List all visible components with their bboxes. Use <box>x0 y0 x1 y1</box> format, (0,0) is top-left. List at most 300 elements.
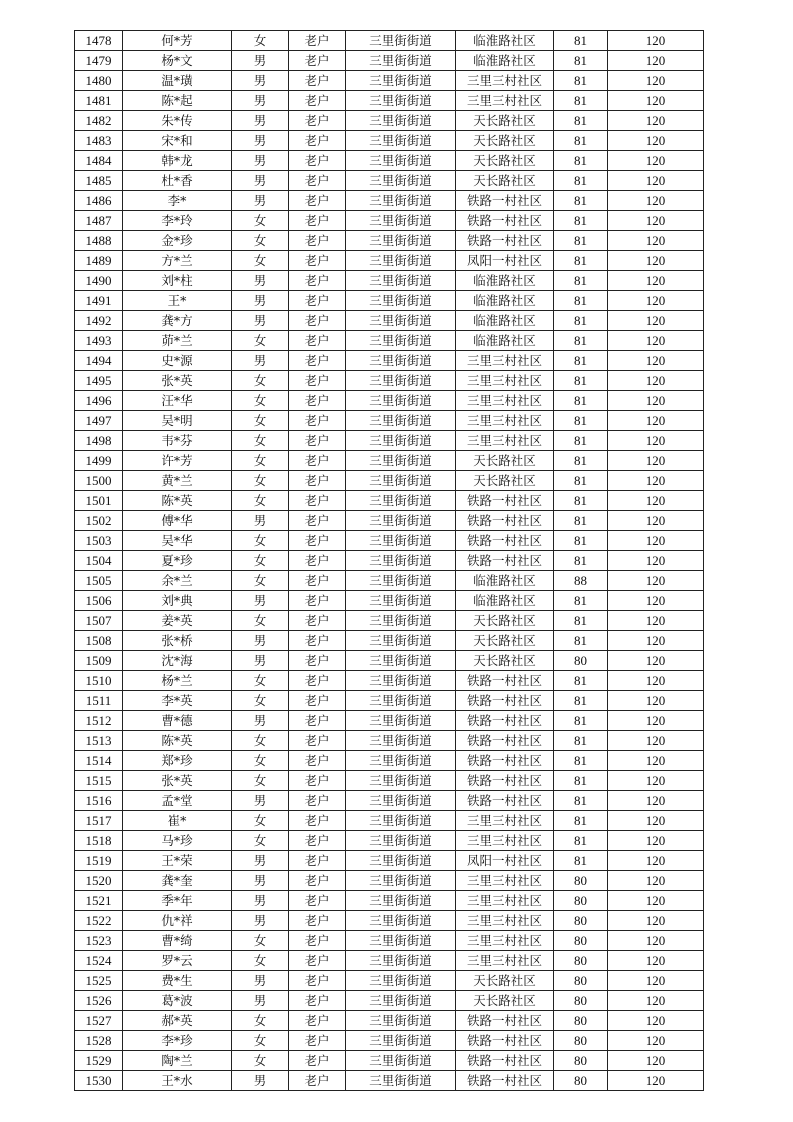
cell-community: 临淮路社区 <box>456 31 554 51</box>
cell-name: 刘*柱 <box>123 271 232 291</box>
cell-household-type: 老户 <box>289 471 346 491</box>
cell-gender: 女 <box>232 331 289 351</box>
cell-name: 崔* <box>123 811 232 831</box>
cell-amount: 120 <box>608 91 704 111</box>
cell-serial-number: 1480 <box>75 71 123 91</box>
cell-household-type: 老户 <box>289 731 346 751</box>
cell-amount: 120 <box>608 651 704 671</box>
cell-street: 三里街街道 <box>346 31 456 51</box>
table-row <box>75 331 704 351</box>
cell-serial-number: 1504 <box>75 551 123 571</box>
cell-gender: 女 <box>232 831 289 851</box>
cell-amount: 120 <box>608 111 704 131</box>
cell-serial-number: 1526 <box>75 991 123 1011</box>
cell-household-type: 老户 <box>289 311 346 331</box>
cell-age: 81 <box>554 791 608 811</box>
cell-household-type: 老户 <box>289 191 346 211</box>
cell-age: 81 <box>554 491 608 511</box>
table-row <box>75 951 704 971</box>
cell-household-type: 老户 <box>289 771 346 791</box>
cell-serial-number: 1482 <box>75 111 123 131</box>
cell-gender: 女 <box>232 1011 289 1031</box>
cell-street: 三里街街道 <box>346 911 456 931</box>
cell-community: 铁路一村社区 <box>456 671 554 691</box>
cell-street: 三里街街道 <box>346 511 456 531</box>
cell-street: 三里街街道 <box>346 311 456 331</box>
cell-street: 三里街街道 <box>346 351 456 371</box>
table-row <box>75 91 704 111</box>
cell-street: 三里街街道 <box>346 571 456 591</box>
cell-community: 天长路社区 <box>456 611 554 631</box>
cell-serial-number: 1498 <box>75 431 123 451</box>
cell-amount: 120 <box>608 171 704 191</box>
cell-gender: 男 <box>232 791 289 811</box>
table-row <box>75 671 704 691</box>
table-row <box>75 891 704 911</box>
cell-serial-number: 1500 <box>75 471 123 491</box>
cell-amount: 120 <box>608 131 704 151</box>
cell-street: 三里街街道 <box>346 971 456 991</box>
cell-serial-number: 1479 <box>75 51 123 71</box>
table-row <box>75 171 704 191</box>
cell-community: 铁路一村社区 <box>456 771 554 791</box>
cell-amount: 120 <box>608 951 704 971</box>
table-row <box>75 591 704 611</box>
cell-age: 81 <box>554 331 608 351</box>
cell-name: 杨*兰 <box>123 671 232 691</box>
cell-gender: 男 <box>232 291 289 311</box>
cell-name: 刘*典 <box>123 591 232 611</box>
cell-name: 傅*华 <box>123 511 232 531</box>
cell-street: 三里街街道 <box>346 771 456 791</box>
cell-name: 吴*华 <box>123 531 232 551</box>
cell-gender: 男 <box>232 151 289 171</box>
cell-amount: 120 <box>608 791 704 811</box>
cell-gender: 男 <box>232 591 289 611</box>
cell-name: 王*荣 <box>123 851 232 871</box>
cell-community: 三里三村社区 <box>456 351 554 371</box>
cell-gender: 男 <box>232 111 289 131</box>
cell-name: 朱*传 <box>123 111 232 131</box>
cell-amount: 120 <box>608 971 704 991</box>
cell-name: 李*玲 <box>123 211 232 231</box>
cell-household-type: 老户 <box>289 71 346 91</box>
cell-name: 郑*珍 <box>123 751 232 771</box>
cell-gender: 男 <box>232 991 289 1011</box>
cell-household-type: 老户 <box>289 711 346 731</box>
cell-household-type: 老户 <box>289 271 346 291</box>
cell-household-type: 老户 <box>289 551 346 571</box>
cell-gender: 女 <box>232 571 289 591</box>
cell-serial-number: 1529 <box>75 1051 123 1071</box>
table-row <box>75 611 704 631</box>
cell-age: 81 <box>554 211 608 231</box>
cell-age: 81 <box>554 591 608 611</box>
cell-amount: 120 <box>608 591 704 611</box>
cell-street: 三里街街道 <box>346 151 456 171</box>
table-row <box>75 971 704 991</box>
cell-street: 三里街街道 <box>346 631 456 651</box>
cell-serial-number: 1497 <box>75 411 123 431</box>
cell-serial-number: 1488 <box>75 231 123 251</box>
cell-age: 80 <box>554 931 608 951</box>
cell-name: 沈*海 <box>123 651 232 671</box>
cell-street: 三里街街道 <box>346 291 456 311</box>
cell-community: 铁路一村社区 <box>456 191 554 211</box>
cell-household-type: 老户 <box>289 931 346 951</box>
cell-amount: 120 <box>608 911 704 931</box>
cell-gender: 男 <box>232 911 289 931</box>
cell-age: 81 <box>554 371 608 391</box>
table-row <box>75 531 704 551</box>
cell-serial-number: 1507 <box>75 611 123 631</box>
cell-gender: 男 <box>232 711 289 731</box>
cell-street: 三里街街道 <box>346 751 456 771</box>
table-row <box>75 371 704 391</box>
cell-name: 龚*方 <box>123 311 232 331</box>
cell-household-type: 老户 <box>289 131 346 151</box>
cell-street: 三里街街道 <box>346 491 456 511</box>
cell-household-type: 老户 <box>289 251 346 271</box>
table-row <box>75 771 704 791</box>
cell-amount: 120 <box>608 771 704 791</box>
cell-amount: 120 <box>608 211 704 231</box>
cell-amount: 120 <box>608 371 704 391</box>
table-row <box>75 1051 704 1071</box>
cell-name: 茆*兰 <box>123 331 232 351</box>
cell-name: 龚*奎 <box>123 871 232 891</box>
cell-household-type: 老户 <box>289 851 346 871</box>
cell-name: 罗*云 <box>123 951 232 971</box>
cell-street: 三里街街道 <box>346 371 456 391</box>
cell-street: 三里街街道 <box>346 51 456 71</box>
cell-street: 三里街街道 <box>346 331 456 351</box>
table-row <box>75 871 704 891</box>
cell-name: 陶*兰 <box>123 1051 232 1071</box>
cell-amount: 120 <box>608 1031 704 1051</box>
table-row <box>75 931 704 951</box>
cell-household-type: 老户 <box>289 831 346 851</box>
cell-serial-number: 1490 <box>75 271 123 291</box>
cell-street: 三里街街道 <box>346 731 456 751</box>
cell-street: 三里街街道 <box>346 931 456 951</box>
cell-community: 凤阳一村社区 <box>456 851 554 871</box>
cell-age: 80 <box>554 651 608 671</box>
cell-name: 汪*华 <box>123 391 232 411</box>
cell-age: 81 <box>554 551 608 571</box>
cell-amount: 120 <box>608 991 704 1011</box>
cell-age: 81 <box>554 31 608 51</box>
cell-name: 姜*英 <box>123 611 232 631</box>
cell-gender: 女 <box>232 811 289 831</box>
cell-age: 81 <box>554 811 608 831</box>
table-row <box>75 311 704 331</box>
cell-name: 温*璜 <box>123 71 232 91</box>
cell-age: 81 <box>554 171 608 191</box>
cell-amount: 120 <box>608 511 704 531</box>
cell-age: 81 <box>554 311 608 331</box>
cell-household-type: 老户 <box>289 791 346 811</box>
cell-gender: 女 <box>232 211 289 231</box>
cell-street: 三里街街道 <box>346 871 456 891</box>
table-row <box>75 31 704 51</box>
cell-gender: 女 <box>232 551 289 571</box>
cell-street: 三里街街道 <box>346 391 456 411</box>
cell-community: 三里三村社区 <box>456 951 554 971</box>
table-row <box>75 571 704 591</box>
cell-household-type: 老户 <box>289 31 346 51</box>
cell-amount: 120 <box>608 291 704 311</box>
cell-gender: 女 <box>232 451 289 471</box>
cell-name: 史*源 <box>123 351 232 371</box>
cell-community: 铁路一村社区 <box>456 711 554 731</box>
cell-community: 临淮路社区 <box>456 291 554 311</box>
cell-street: 三里街街道 <box>346 131 456 151</box>
cell-amount: 120 <box>608 1071 704 1091</box>
cell-community: 三里三村社区 <box>456 811 554 831</box>
table-row <box>75 1071 704 1091</box>
cell-community: 铁路一村社区 <box>456 1051 554 1071</box>
cell-age: 80 <box>554 1051 608 1071</box>
cell-street: 三里街街道 <box>346 1071 456 1091</box>
cell-age: 80 <box>554 871 608 891</box>
cell-household-type: 老户 <box>289 671 346 691</box>
cell-age: 81 <box>554 71 608 91</box>
cell-community: 天长路社区 <box>456 111 554 131</box>
cell-street: 三里街街道 <box>346 651 456 671</box>
cell-amount: 120 <box>608 691 704 711</box>
cell-name: 陈*起 <box>123 91 232 111</box>
cell-gender: 女 <box>232 251 289 271</box>
cell-serial-number: 1502 <box>75 511 123 531</box>
cell-community: 铁路一村社区 <box>456 551 554 571</box>
cell-amount: 120 <box>608 611 704 631</box>
table-row <box>75 231 704 251</box>
cell-amount: 120 <box>608 631 704 651</box>
cell-serial-number: 1516 <box>75 791 123 811</box>
cell-serial-number: 1511 <box>75 691 123 711</box>
table-row <box>75 631 704 651</box>
cell-household-type: 老户 <box>289 1051 346 1071</box>
cell-community: 天长路社区 <box>456 451 554 471</box>
cell-household-type: 老户 <box>289 911 346 931</box>
cell-street: 三里街街道 <box>346 111 456 131</box>
cell-serial-number: 1483 <box>75 131 123 151</box>
cell-household-type: 老户 <box>289 411 346 431</box>
cell-amount: 120 <box>608 711 704 731</box>
cell-serial-number: 1512 <box>75 711 123 731</box>
cell-household-type: 老户 <box>289 871 346 891</box>
cell-name: 李*珍 <box>123 1031 232 1051</box>
cell-household-type: 老户 <box>289 351 346 371</box>
cell-age: 81 <box>554 431 608 451</box>
cell-age: 81 <box>554 771 608 791</box>
cell-community: 三里三村社区 <box>456 911 554 931</box>
cell-amount: 120 <box>608 411 704 431</box>
cell-household-type: 老户 <box>289 451 346 471</box>
cell-street: 三里街街道 <box>346 611 456 631</box>
cell-street: 三里街街道 <box>346 171 456 191</box>
cell-amount: 120 <box>608 231 704 251</box>
cell-age: 81 <box>554 91 608 111</box>
cell-gender: 男 <box>232 131 289 151</box>
cell-household-type: 老户 <box>289 891 346 911</box>
cell-street: 三里街街道 <box>346 191 456 211</box>
cell-community: 临淮路社区 <box>456 271 554 291</box>
cell-street: 三里街街道 <box>346 231 456 251</box>
cell-gender: 女 <box>232 931 289 951</box>
cell-name: 费*生 <box>123 971 232 991</box>
cell-community: 三里三村社区 <box>456 391 554 411</box>
cell-serial-number: 1508 <box>75 631 123 651</box>
table-row <box>75 751 704 771</box>
cell-serial-number: 1514 <box>75 751 123 771</box>
table-row <box>75 1031 704 1051</box>
cell-community: 三里三村社区 <box>456 71 554 91</box>
cell-community: 三里三村社区 <box>456 371 554 391</box>
cell-name: 吴*明 <box>123 411 232 431</box>
cell-household-type: 老户 <box>289 211 346 231</box>
cell-community: 铁路一村社区 <box>456 791 554 811</box>
cell-street: 三里街街道 <box>346 811 456 831</box>
table-row <box>75 211 704 231</box>
table-row <box>75 411 704 431</box>
cell-name: 陈*英 <box>123 491 232 511</box>
cell-community: 天长路社区 <box>456 631 554 651</box>
cell-amount: 120 <box>608 931 704 951</box>
cell-serial-number: 1513 <box>75 731 123 751</box>
cell-household-type: 老户 <box>289 811 346 831</box>
cell-gender: 女 <box>232 471 289 491</box>
cell-name: 张*英 <box>123 771 232 791</box>
table-row <box>75 811 704 831</box>
cell-gender: 男 <box>232 71 289 91</box>
cell-amount: 120 <box>608 831 704 851</box>
cell-age: 80 <box>554 1031 608 1051</box>
cell-community: 三里三村社区 <box>456 431 554 451</box>
cell-community: 三里三村社区 <box>456 891 554 911</box>
cell-community: 天长路社区 <box>456 151 554 171</box>
cell-serial-number: 1496 <box>75 391 123 411</box>
cell-gender: 女 <box>232 1031 289 1051</box>
cell-name: 仇*祥 <box>123 911 232 931</box>
cell-serial-number: 1528 <box>75 1031 123 1051</box>
table-row <box>75 1011 704 1031</box>
cell-age: 81 <box>554 351 608 371</box>
cell-name: 王* <box>123 291 232 311</box>
cell-street: 三里街街道 <box>346 1031 456 1051</box>
cell-household-type: 老户 <box>289 751 346 771</box>
cell-amount: 120 <box>608 731 704 751</box>
cell-age: 81 <box>554 831 608 851</box>
cell-street: 三里街街道 <box>346 691 456 711</box>
table-row <box>75 791 704 811</box>
table-row <box>75 391 704 411</box>
table-row <box>75 71 704 91</box>
cell-gender: 男 <box>232 91 289 111</box>
cell-street: 三里街街道 <box>346 211 456 231</box>
cell-name: 葛*波 <box>123 991 232 1011</box>
cell-street: 三里街街道 <box>346 591 456 611</box>
cell-age: 81 <box>554 751 608 771</box>
cell-age: 88 <box>554 571 608 591</box>
cell-name: 方*兰 <box>123 251 232 271</box>
cell-amount: 120 <box>608 471 704 491</box>
cell-serial-number: 1530 <box>75 1071 123 1091</box>
table-row <box>75 711 704 731</box>
cell-gender: 女 <box>232 31 289 51</box>
cell-community: 三里三村社区 <box>456 871 554 891</box>
cell-name: 曹*绮 <box>123 931 232 951</box>
table-body <box>75 31 704 1091</box>
cell-serial-number: 1519 <box>75 851 123 871</box>
cell-gender: 男 <box>232 511 289 531</box>
cell-serial-number: 1499 <box>75 451 123 471</box>
cell-street: 三里街街道 <box>346 431 456 451</box>
cell-amount: 120 <box>608 331 704 351</box>
cell-community: 临淮路社区 <box>456 311 554 331</box>
cell-gender: 男 <box>232 271 289 291</box>
table-row <box>75 831 704 851</box>
cell-gender: 女 <box>232 951 289 971</box>
cell-age: 81 <box>554 231 608 251</box>
cell-gender: 男 <box>232 871 289 891</box>
cell-community: 临淮路社区 <box>456 571 554 591</box>
cell-community: 天长路社区 <box>456 991 554 1011</box>
cell-gender: 女 <box>232 431 289 451</box>
cell-community: 天长路社区 <box>456 651 554 671</box>
cell-community: 三里三村社区 <box>456 831 554 851</box>
cell-street: 三里街街道 <box>346 531 456 551</box>
cell-household-type: 老户 <box>289 531 346 551</box>
cell-household-type: 老户 <box>289 691 346 711</box>
cell-age: 80 <box>554 911 608 931</box>
cell-name: 曹*德 <box>123 711 232 731</box>
cell-gender: 女 <box>232 391 289 411</box>
cell-serial-number: 1524 <box>75 951 123 971</box>
cell-amount: 120 <box>608 391 704 411</box>
cell-street: 三里街街道 <box>346 791 456 811</box>
cell-amount: 120 <box>608 311 704 331</box>
cell-age: 80 <box>554 891 608 911</box>
cell-community: 天长路社区 <box>456 131 554 151</box>
cell-household-type: 老户 <box>289 151 346 171</box>
table-row <box>75 691 704 711</box>
cell-community: 三里三村社区 <box>456 931 554 951</box>
cell-name: 余*兰 <box>123 571 232 591</box>
cell-name: 李* <box>123 191 232 211</box>
cell-community: 三里三村社区 <box>456 91 554 111</box>
cell-community: 铁路一村社区 <box>456 231 554 251</box>
cell-community: 临淮路社区 <box>456 331 554 351</box>
cell-amount: 120 <box>608 271 704 291</box>
table-row <box>75 51 704 71</box>
cell-age: 81 <box>554 511 608 531</box>
cell-serial-number: 1523 <box>75 931 123 951</box>
table-row <box>75 471 704 491</box>
cell-amount: 120 <box>608 751 704 771</box>
cell-age: 80 <box>554 1071 608 1091</box>
cell-gender: 女 <box>232 231 289 251</box>
cell-community: 天长路社区 <box>456 971 554 991</box>
table-row <box>75 431 704 451</box>
cell-gender: 男 <box>232 971 289 991</box>
cell-household-type: 老户 <box>289 511 346 531</box>
cell-name: 韩*龙 <box>123 151 232 171</box>
table-row <box>75 551 704 571</box>
cell-serial-number: 1495 <box>75 371 123 391</box>
cell-amount: 120 <box>608 51 704 71</box>
